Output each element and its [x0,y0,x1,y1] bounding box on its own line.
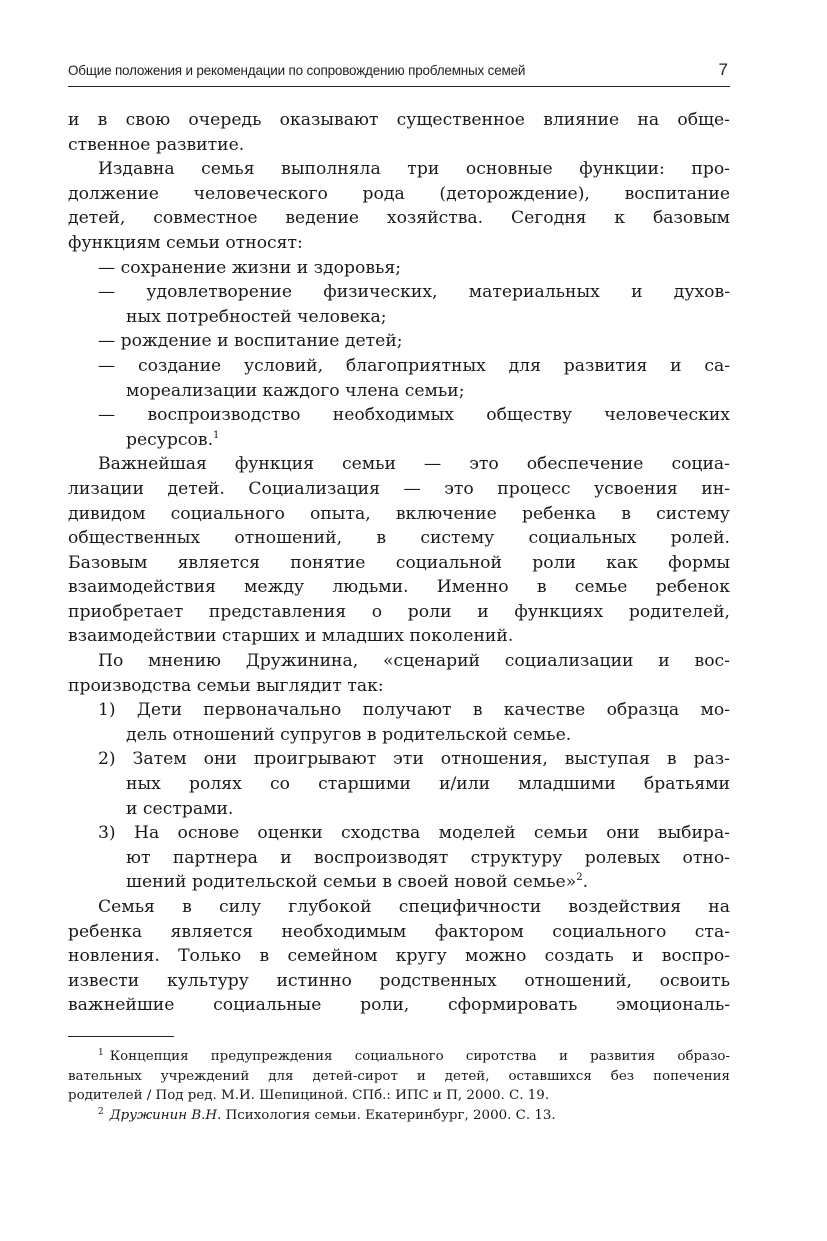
numbered-item-continuation: ют партнера и воспроизводят структуру ролевых отно- [126,847,730,868]
paragraph-start: Издавна семья выполняла три основные функции: про- [98,159,730,180]
text-line: лизации детей. Социализация — это процесс усвоения ин- [68,478,730,499]
numbered-item-continuation: и сестрами. [126,798,234,819]
text-line: должение человеческого рода (деторождение), воспитание [68,183,730,204]
numbered-item: 3) На основе оценки сходства моделей семьи они выбира- [98,823,730,844]
text-line: дивидом социального опыта, включение ребенка в систему [68,503,730,524]
numbered-item-continuation [68,870,730,895]
text-line: извести культуру истинно родственных отношений, освоить [68,970,730,991]
footnote-1 [68,1047,730,1067]
paragraph-start: По мнению Дружинина, «сценарий социализации и вос- [98,651,730,672]
paragraph-start: Важнейшая функция семьи — это обеспечение социа- [98,454,730,475]
numbered-item: 2) Затем они проигрывают эти отношения, выступая в раз- [98,749,730,770]
footnote-2 [68,1106,730,1126]
footnote-line: родителей / Под ред. М.И. Шепициной. СПб.: ИПС и П, 2000. С. 19. [68,1088,550,1104]
footnote-number: 2 [98,1106,104,1117]
text-line: приобретает представления о роли и функциях родителей, [68,601,730,622]
footnote-divider [68,1036,174,1037]
text-fragment: ресурсов. [126,429,214,450]
sentence-end: . [582,872,589,893]
text-line: Базовым является понятие социальной роли как формы [68,552,730,573]
page-number: 7 [718,60,728,79]
list-item: — сохранение жизни и здоровья; [98,257,401,278]
footnotes [68,1047,730,1125]
text-line: и в свою очередь оказывают существенное влияние на обще- [68,110,730,130]
text-line: ребенка является необходимым фактором социального ста- [68,921,730,942]
text-line: взаимодействии старших и младших поколений. [68,626,514,647]
footnote-text: Психология семьи. Екатеринбург, 2000. С. 13. [221,1107,556,1123]
list-item: — создание условий, благоприятных для развития и са- [98,355,730,376]
text-line: детей, совместное ведение хозяйства. Сегодня к базовым [68,208,730,229]
numbered-item-continuation: ных ролях со старшими и/или младшими братьями [126,774,730,795]
footnote-author: Дружинин В.Н. [109,1107,222,1123]
text-line: ственное развитие. [68,134,245,155]
list-item: — рождение и воспитание детей; [98,331,403,352]
text-line: функциям семьи относят: [68,232,303,253]
footnote-number: 1 [98,1048,104,1058]
footnote-text: Концепция предупреждения социального сиротства и развития образо- [109,1049,730,1064]
main-text [68,108,730,1018]
footnote-ref-2[interactable]: 2 [576,872,583,884]
text-line: производства семьи выглядит так: [68,675,384,696]
text-line: взаимодействия между людьми. Именно в семье ребенок [68,577,730,598]
footnote-ref-1[interactable]: 1 [213,429,220,441]
running-header-title: Общие положения и рекомендации по сопровождению проблемных семей [68,63,526,78]
numbered-item-continuation: дель отношений супругов в родительской семье. [126,724,572,745]
text-line: новления. Только в семейном кругу можно создать и воспро- [68,946,730,967]
numbered-item: 1) Дети первоначально получают в качестве образца мо- [98,700,730,721]
text-line: общественных отношений, в систему социальных ролей. [68,528,730,549]
running-header [68,60,730,82]
list-item: — удовлетворение физических, материальных и духов- [98,282,730,303]
footnote-line: вательных учреждений для детей-сирот и детей, оставшихся без попечения [68,1068,730,1084]
list-item-continuation: ных потребностей человека; [126,306,387,327]
paragraph-start: Семья в силу глубокой специфичности воздействия на [98,897,730,917]
text-fragment: шений родительской семьи в своей новой семье» [126,872,577,893]
list-item-continuation: мореализации каждого члена семьи; [126,380,465,401]
list-item: — воспроизводство необходимых обществу человеческих [98,405,730,426]
list-item-continuation [68,428,730,453]
text-line: важнейшие социальные роли, сформировать эмоциональ- [68,995,730,1016]
header-rule [68,86,730,87]
